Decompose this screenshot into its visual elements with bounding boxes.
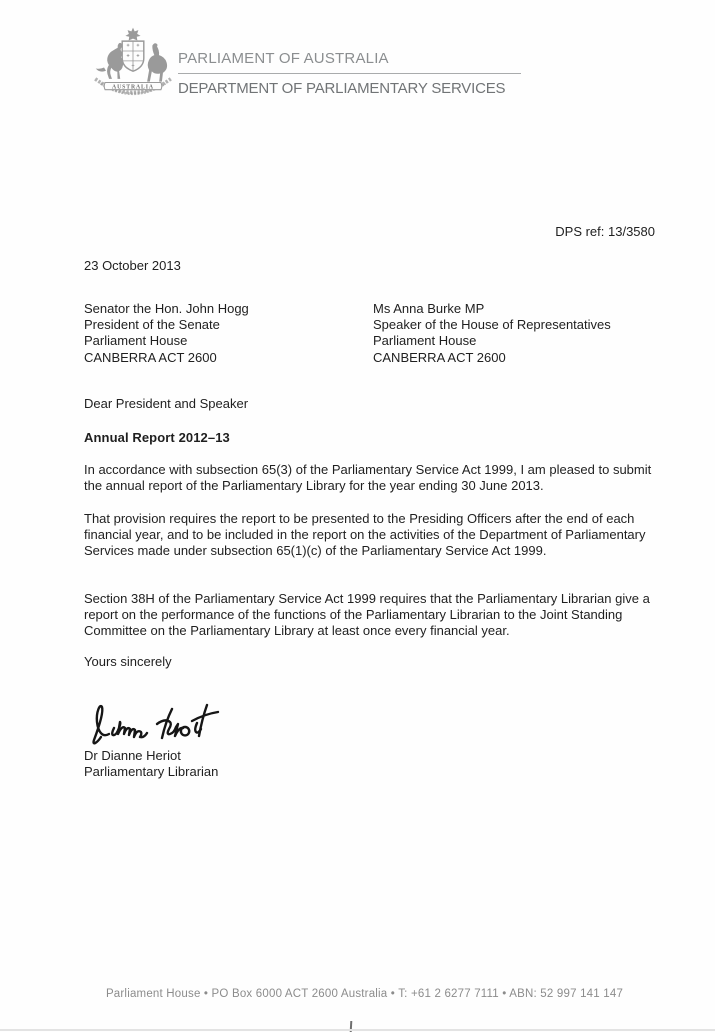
closing-valediction: Yours sincerely (84, 654, 172, 669)
signature-strokes (86, 697, 262, 751)
scan-artifact-bottom-edge (0, 1029, 715, 1031)
dps-reference: DPS ref: 13/3580 (555, 224, 655, 239)
letterhead-divider (178, 73, 521, 74)
australia-banner-text: AUSTRALIA (112, 84, 154, 91)
letterhead-org-block (178, 50, 558, 98)
coat-of-arms-logo (88, 26, 178, 112)
recipient-role: President of the Senate (84, 317, 220, 333)
coat-of-arms-graphic (88, 26, 178, 112)
signer-title: Parliamentary Librarian (84, 764, 219, 779)
recipient-address-line: CANBERRA ACT 2600 (373, 349, 506, 365)
australia-banner (104, 83, 162, 91)
body-paragraph-1: In accordance with subsection 65(3) of the Parliamentary Service Act 1999, I am pleased to submit the annual report of the Parliamentary Library for the year ending 30 June 2013. (84, 462, 652, 494)
recipient-address-line: Parliament House (84, 333, 188, 349)
emu-icon (147, 43, 167, 81)
body-paragraph-2: That provision requires the report to be presented to the Presiding Officers after the end of each financial year, and to be included in the report on the activities of the Department of Parliamentary Services made under subsection 65(1)(c) of the Parliamentary Service Act 1999. (84, 511, 646, 559)
recipient-name: Senator the Hon. John Hogg (84, 301, 249, 316)
org-name-parliament: PARLIAMENT OF AUSTRALIA (178, 50, 389, 67)
body-paragraph-3: Section 38H of the Parliamentary Service Act 1999 requires that the Parliamentary Librarian give a report on the performance of the functions of the Parliamentary Librarian to the Joint Standing Committee on the Parliamentary Library at least once every financial year. (84, 591, 650, 639)
recipient-address-line: CANBERRA ACT 2600 (84, 349, 217, 365)
recipient-address-speaker (373, 301, 611, 366)
signer-name: Dr Dianne Heriot (84, 748, 181, 763)
recipient-role: Speaker of the House of Representatives (373, 317, 611, 333)
recipient-address-line: Parliament House (373, 333, 477, 349)
commonwealth-star-icon (125, 28, 140, 41)
salutation: Dear President and Speaker (84, 396, 249, 411)
kangaroo-icon (96, 43, 126, 79)
shield-icon (122, 41, 144, 71)
org-name-department: DEPARTMENT OF PARLIAMENTARY SERVICES (178, 80, 506, 97)
recipient-name: Ms Anna Burke MP (373, 301, 485, 316)
handwritten-signature (86, 697, 262, 751)
letter-date: 23 October 2013 (84, 258, 181, 273)
recipient-address-president (84, 301, 249, 366)
subject-line: Annual Report 2012–13 (84, 430, 230, 445)
footer-contact-line: Parliament House • PO Box 6000 ACT 2600 Australia • T: +61 2 6277 7111 • ABN: 52 997 141 147 (105, 988, 624, 1000)
